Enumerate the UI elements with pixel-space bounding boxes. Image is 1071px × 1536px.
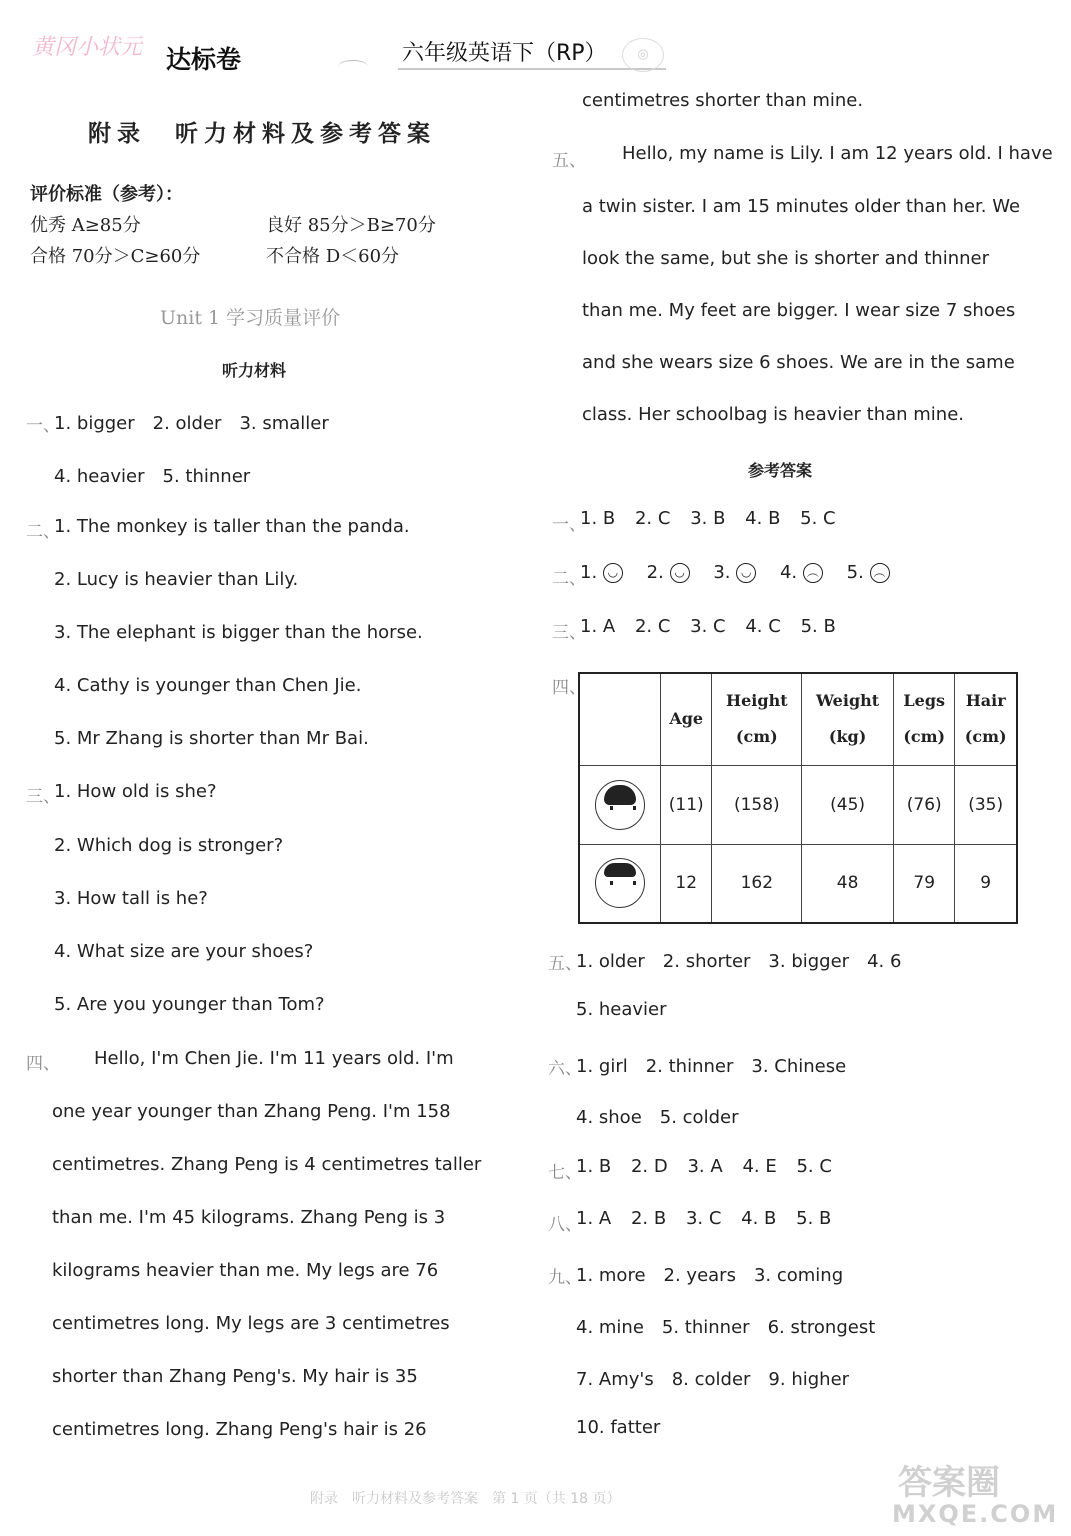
passage-line: look the same, but she is shorter and thinner bbox=[582, 248, 989, 269]
answer-number: 5. bbox=[846, 562, 864, 583]
section-number: 五、 bbox=[548, 954, 582, 974]
answer-item: 4. C bbox=[745, 616, 781, 637]
answer-item: 3. B bbox=[690, 508, 726, 529]
passage-line: centimetres shorter than mine. bbox=[582, 90, 864, 111]
passage-line: class. Her schoolbag is heavier than mine. bbox=[582, 404, 964, 425]
watermark-logo: 答案圈 bbox=[898, 1463, 1000, 1503]
answer-item: 5. B bbox=[800, 616, 836, 637]
answer-line: 1. girl 2. thinner 3. Chinese bbox=[576, 1056, 847, 1077]
answer-row bbox=[580, 508, 836, 529]
answer-number: 4. bbox=[779, 562, 798, 583]
answer-row bbox=[576, 1156, 832, 1177]
sad-face-icon: ︵ bbox=[803, 563, 823, 583]
section-number: 八、 bbox=[548, 1215, 582, 1235]
listening-line: 1. The monkey is taller than the panda. bbox=[54, 516, 410, 537]
answer-item: 2. C bbox=[634, 508, 671, 529]
answers-title: 参考答案 bbox=[748, 461, 813, 480]
section-number: 三、 bbox=[26, 787, 60, 807]
page-footer: 附录 听力材料及参考答案 第 1 页（共 18 页） bbox=[310, 1491, 621, 1507]
table-cell: (158) bbox=[712, 765, 802, 844]
table-header-row bbox=[579, 673, 1017, 765]
answer-item: 3. C bbox=[685, 1208, 722, 1229]
answer-line: 7. Amy's 8. colder 9. higher bbox=[576, 1369, 850, 1390]
listening-line: 1. bigger 2. older 3. smaller bbox=[54, 413, 329, 434]
decorative-swoosh bbox=[338, 60, 368, 73]
happy-face-icon: ◡ bbox=[603, 563, 623, 583]
listening-line: 5. Are you younger than Tom? bbox=[54, 994, 325, 1015]
table-cell: (35) bbox=[955, 765, 1017, 844]
answer-item: 2. B bbox=[630, 1208, 667, 1229]
answer-line: 1. older 2. shorter 3. bigger 4. 6 bbox=[576, 951, 902, 972]
table-header: Legs (cm) bbox=[894, 673, 955, 765]
appendix-title: 附录 听力材料及参考答案 bbox=[88, 120, 436, 147]
answer-line: 10. fatter bbox=[576, 1417, 661, 1438]
section-number: 一、 bbox=[552, 515, 586, 535]
table-header: Age bbox=[661, 673, 712, 765]
listening-line: 3. How tall is he? bbox=[54, 888, 208, 909]
table-corner bbox=[579, 673, 661, 765]
criteria-pass: 合格 70分＞C≥60分 bbox=[30, 246, 201, 267]
listening-title: 听力材料 bbox=[222, 361, 287, 380]
watermark-url: MXQE.COM bbox=[892, 1500, 1059, 1528]
section-number: 九、 bbox=[548, 1268, 582, 1288]
passage-line: than me. My feet are bigger. I wear size 7 shoes bbox=[582, 300, 1016, 321]
table-cell: (76) bbox=[894, 765, 955, 844]
section-number: 一、 bbox=[26, 416, 60, 436]
answer-item: 5. C bbox=[800, 508, 836, 529]
section-number: 五、 bbox=[552, 151, 586, 171]
table-row bbox=[579, 844, 1017, 923]
answer-line: 5. heavier bbox=[576, 999, 667, 1020]
listening-line: 3. The elephant is bigger than the horse. bbox=[54, 622, 423, 643]
criteria-excellent: 优秀 A≥85分 bbox=[30, 215, 141, 236]
passage-line: kilograms heavier than me. My legs are 76 bbox=[52, 1260, 439, 1281]
table-cell: 79 bbox=[894, 844, 955, 923]
answer-number: 2. bbox=[646, 562, 664, 583]
brand-title: 达标卷 bbox=[166, 45, 242, 74]
publisher-logo: 黄冈小状元 bbox=[32, 35, 143, 60]
passage-line: centimetres long. Zhang Peng's hair is 26 bbox=[52, 1419, 427, 1440]
answer-table bbox=[578, 672, 1018, 924]
table-row bbox=[579, 765, 1017, 844]
answer-item: 1. B bbox=[576, 1156, 612, 1177]
listening-line: 4. What size are your shoes? bbox=[54, 941, 314, 962]
answer-item: 4. B bbox=[741, 1208, 777, 1229]
passage-line: than me. I'm 45 kilograms. Zhang Peng is 3 bbox=[52, 1207, 446, 1228]
answer-row bbox=[576, 1208, 831, 1229]
table-cell: 48 bbox=[802, 844, 894, 923]
passage-line: Hello, my name is Lily. I am 12 years old. I have bbox=[622, 143, 1053, 164]
answer-row-faces bbox=[580, 562, 890, 583]
answer-item: 4. E bbox=[742, 1156, 777, 1177]
section-number: 四、 bbox=[26, 1054, 60, 1074]
section-number: 二、 bbox=[552, 569, 586, 589]
listening-line: 1. How old is she? bbox=[54, 781, 217, 802]
answer-item: 3. A bbox=[687, 1156, 723, 1177]
listening-line: 5. Mr Zhang is shorter than Mr Bai. bbox=[54, 728, 369, 749]
answer-item: 3. C bbox=[690, 616, 726, 637]
table-cell: 12 bbox=[661, 844, 712, 923]
section-number: 七、 bbox=[548, 1163, 582, 1183]
answer-line: 4. shoe 5. colder bbox=[576, 1107, 739, 1128]
passage-line: a twin sister. I am 15 minutes older than her. We bbox=[582, 196, 1021, 217]
listening-line: 2. Lucy is heavier than Lily. bbox=[54, 569, 299, 590]
happy-face-icon: ◡ bbox=[670, 563, 690, 583]
section-number: 六、 bbox=[548, 1059, 582, 1079]
criteria-title: 评价标准（参考）： bbox=[30, 184, 183, 205]
unit-title: Unit 1 学习质量评价 bbox=[160, 307, 341, 329]
listening-line: 2. Which dog is stronger? bbox=[54, 835, 284, 856]
answer-item: 5. B bbox=[796, 1208, 832, 1229]
answer-number: 1. bbox=[580, 562, 598, 583]
listening-line: 4. heavier 5. thinner bbox=[54, 466, 251, 487]
table-header: Weight (kg) bbox=[802, 673, 894, 765]
answer-line: 1. more 2. years 3. coming bbox=[576, 1265, 844, 1286]
answer-item: 5. C bbox=[796, 1156, 832, 1177]
answer-item: 1. B bbox=[580, 508, 616, 529]
passage-line: one year younger than Zhang Peng. I'm 158 bbox=[52, 1101, 451, 1122]
passage-line: and she wears size 6 shoes. We are in the same bbox=[582, 352, 1015, 373]
table-cell: 162 bbox=[712, 844, 802, 923]
girl-portrait-icon bbox=[579, 765, 661, 844]
table-header: Height (cm) bbox=[712, 673, 802, 765]
listening-line: 4. Cathy is younger than Chen Jie. bbox=[54, 675, 362, 696]
passage-line: shorter than Zhang Peng's. My hair is 35 bbox=[52, 1366, 418, 1387]
answer-item: 1. A bbox=[576, 1208, 612, 1229]
answer-row bbox=[580, 616, 836, 637]
sad-face-icon: ︵ bbox=[870, 563, 890, 583]
criteria-good: 良好 85分＞B≥70分 bbox=[266, 215, 436, 236]
criteria-fail: 不合格 D＜60分 bbox=[266, 246, 400, 267]
table-header: Hair (cm) bbox=[955, 673, 1017, 765]
answer-item: 2. D bbox=[630, 1156, 668, 1177]
passage-line: Hello, I'm Chen Jie. I'm 11 years old. I'm bbox=[94, 1048, 454, 1069]
boy-portrait-icon bbox=[579, 844, 661, 923]
table-cell: (45) bbox=[802, 765, 894, 844]
table-cell: (11) bbox=[661, 765, 712, 844]
header-underline bbox=[398, 68, 666, 70]
section-number: 二、 bbox=[26, 522, 60, 542]
answer-item: 1. A bbox=[580, 616, 616, 637]
passage-line: centimetres. Zhang Peng is 4 centimetres taller bbox=[52, 1154, 482, 1175]
table-cell: 9 bbox=[955, 844, 1017, 923]
section-number: 四、 bbox=[552, 678, 586, 698]
section-number: 三、 bbox=[552, 623, 586, 643]
answer-item: 4. B bbox=[745, 508, 781, 529]
answer-item: 2. C bbox=[634, 616, 671, 637]
answer-line: 4. mine 5. thinner 6. strongest bbox=[576, 1317, 876, 1338]
answer-number: 3. bbox=[713, 562, 731, 583]
happy-face-icon: ◡ bbox=[736, 563, 756, 583]
badge-icon: ◎ bbox=[622, 38, 664, 72]
passage-line: centimetres long. My legs are 3 centimetres bbox=[52, 1313, 450, 1334]
grade-subject-label: 六年级英语下（RP） bbox=[402, 41, 607, 66]
